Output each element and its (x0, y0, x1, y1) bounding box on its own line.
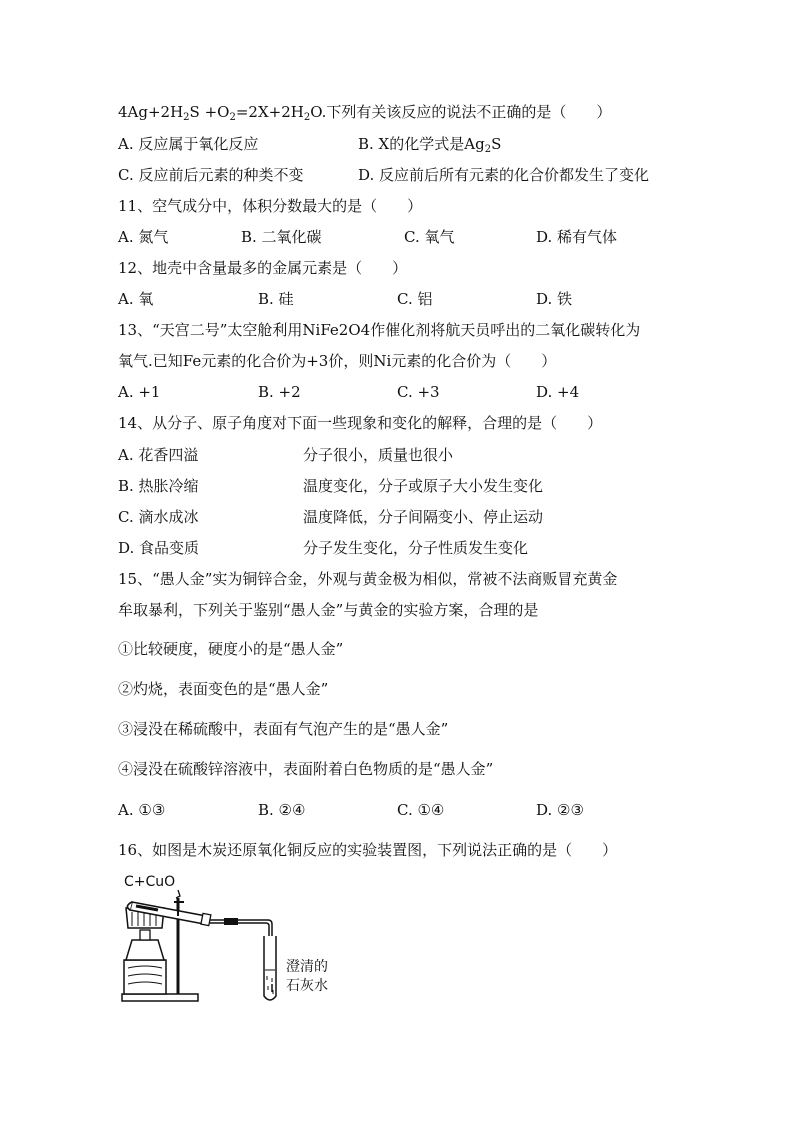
q12-option-d: D. 铁 (536, 290, 573, 308)
wood-block (124, 960, 166, 994)
q14-explanation-b: 温度变化，分子或原子大小发生变化 (303, 477, 544, 495)
q13-option-b: B. +2 (258, 383, 301, 401)
q14-explanation-a: 分子很小，质量也很小 (303, 446, 454, 464)
q15-option-b: B. ②④ (258, 801, 306, 819)
q15-option-a: A. ①③ (118, 801, 166, 819)
q11-option-a: A. 氮气 (118, 228, 169, 246)
receiving-tube (264, 936, 276, 1000)
q12-option-a: A. 氧 (118, 290, 154, 308)
q13-option-c: C. +3 (397, 383, 440, 401)
reagent-label: C+CuO (124, 874, 176, 890)
q13-option-d: D. +4 (536, 383, 580, 401)
q13-stem-line2: 氧气.已知Fe元素的化合价为+3价，则Ni元素的化合价为（ ） (118, 352, 557, 370)
q14-explanation-c: 温度降低，分子间隔变小、停止运动 (303, 508, 544, 526)
q15-statement-2: ②灼烧，表面变色的是“愚人金” (118, 680, 329, 698)
q10-option-b: B. X的化学式是$Ag_2S$ (358, 135, 502, 155)
delivery-tube (210, 920, 272, 984)
q13-stem-line1: 13、“天宫二号”太空舱利用NiFe2O4作催化剂将航天员呼出的二氧化碳转化为 (118, 321, 641, 339)
q15-statement-1: ①比较硬度，硬度小的是“愚人金” (118, 640, 344, 658)
q15-option-c: C. ①④ (397, 801, 445, 819)
stand-base (122, 994, 198, 1001)
q10-option-c: C. 反应前后元素的种类不变 (118, 166, 304, 184)
q12-option-c: C. 铝 (397, 290, 433, 308)
q14-option-c: C. 滴水成冰 (118, 508, 199, 526)
q15-statement-4: ④浸没在硫酸锌溶液中，表面附着白色物质的是“愚人金” (118, 760, 494, 778)
alcohol-lamp (126, 940, 164, 960)
q14-option-a: A. 花香四溢 (118, 446, 199, 464)
q15-stem-line1: 15、“愚人金”实为铜锌合金，外观与黄金极为相似，常被不法商贩冒充黄金 (118, 570, 618, 588)
apparatus-figure (118, 868, 348, 1008)
q10-option-a: A. 反应属于氧化反应 (118, 135, 259, 153)
q14-option-d: D. 食品变质 (118, 539, 200, 557)
q11-stem: 11、空气成分中，体积分数最大的是（ ） (118, 197, 423, 215)
limewater-label-line2: 石灰水 (286, 978, 328, 994)
q15-stem-line2: 牟取暴利，下列关于鉴别“愚人金”与黄金的实验方案，合理的是 (118, 601, 539, 619)
q12-stem: 12、地壳中含量最多的金属元素是（ ） (118, 259, 408, 277)
q15-statement-3: ③浸没在稀硫酸中，表面有气泡产生的是“愚人金” (118, 720, 449, 738)
q16-stem: 16、如图是木炭还原氧化铜反应的实验装置图，下列说法正确的是（ ） (118, 841, 618, 859)
q14-option-b: B. 热胀冷缩 (118, 477, 199, 495)
limewater-label-line1: 澄清的 (286, 959, 328, 975)
q12-option-b: B. 硅 (258, 290, 294, 308)
q11-option-c: C. 氧气 (404, 228, 455, 246)
q14-stem: 14、从分子、原子角度对下面一些现象和变化的解释，合理的是（ ） (118, 414, 603, 432)
q13-option-a: A. +1 (118, 383, 161, 401)
q10-stem: $4Ag+2H_2S +O_2=2X+2H_2O$.下列有关该反应的说法不正确的是（ ） (118, 103, 612, 123)
q15-option-d: D. ②③ (536, 801, 584, 819)
q10-option-d: D. 反应前后所有元素的化合价都发生了变化 (358, 166, 650, 184)
q11-option-d: D. 稀有气体 (536, 228, 618, 246)
q11-option-b: B. 二氧化碳 (241, 228, 322, 246)
q14-explanation-d: 分子发生变化，分子性质发生变化 (303, 539, 529, 557)
stopper (201, 913, 211, 925)
rubber-connector (224, 918, 238, 925)
